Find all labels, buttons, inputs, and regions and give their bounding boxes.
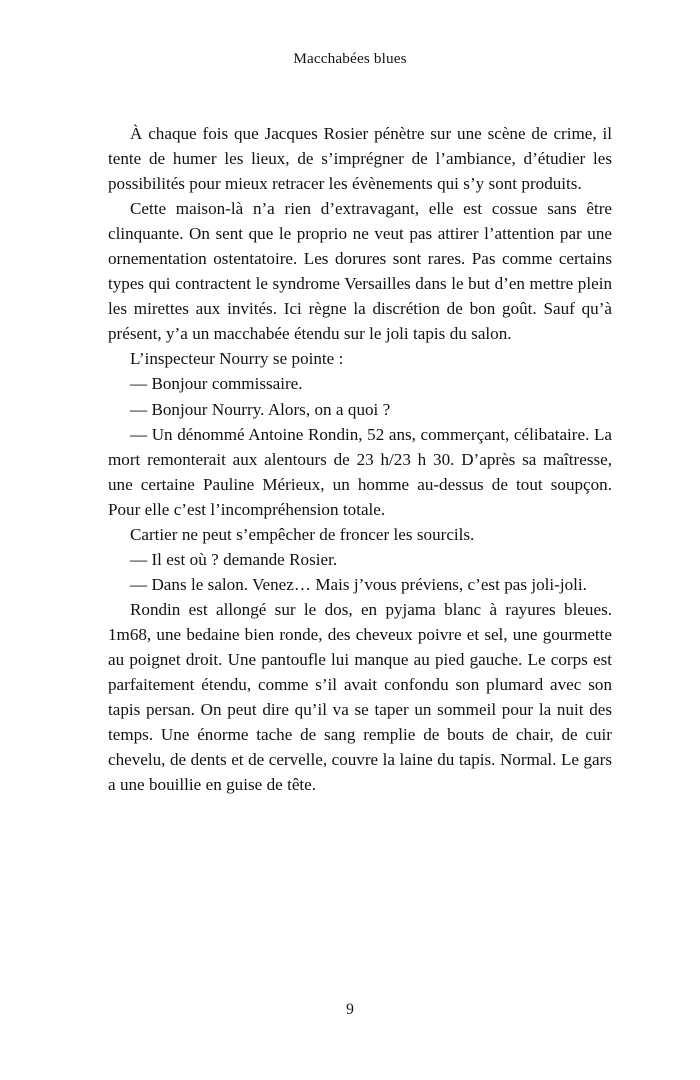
dialogue-line: — Un dénommé Antoine Rondin, 52 ans, commerçant, célibataire. La mort remonterait aux alentours de 23 h/23 h 30. D’après sa maîtresse, une certaine Pauline Mérieux, un homme au-dessus de tout soupçon. Pour elle c’est l’incompréhension totale.: [108, 424, 612, 519]
body-text-block: [108, 121, 612, 797]
paragraph: Rondin est allongé sur le dos, en pyjama blanc à rayures bleues. 1m68, une bedaine bien ronde, des cheveux poivre et sel, une gourmette au poignet droit. Une pantoufle lui manque au pied gauche. Le corps est parfaitement étendu, comme s’il avait confondu son plumard avec son tapis persan. On peut dire qu’il va se taper un sommeil pour la nuit des temps. Une énorme tache de sang remplie de bouts de chair, de cuir chevelu, de dents et de cervelle, couvre la laine du tapis. Normal. Le gars a une bouillie en guise de tête.: [108, 599, 612, 795]
paragraph: Cartier ne peut s’empêcher de froncer les sourcils.: [130, 524, 475, 544]
dialogue-line: — Il est où ? demande Rosier.: [130, 549, 338, 569]
paragraph: L’inspecteur Nourry se pointe :: [130, 349, 344, 369]
page-number: 9: [346, 1001, 354, 1018]
running-header: Macchabées blues: [293, 50, 407, 67]
dialogue-line: — Bonjour Nourry. Alors, on a quoi ?: [130, 399, 391, 419]
paragraph: Cette maison-là n’a rien d’extravagant, elle est cossue sans être clinquante. On sent que le proprio ne veut pas attirer l’attention par une ornementation ostentatoire. Les dorures sont rares. Pas comme certains types qui contractent le syndrome Versailles dans le but d’en mettre plein les mirettes aux invités. Ici règne la discrétion de bon goût. Sauf qu’à présent, y’a un macchabée étendu sur le joli tapis du salon.: [108, 199, 612, 344]
dialogue-line: — Bonjour commissaire.: [130, 374, 303, 394]
paragraph: À chaque fois que Jacques Rosier pénètre sur une scène de crime, il tente de humer les lieux, de s’imprégner de l’ambiance, d’étudier les possibilités pour mieux retracer les évènements qui s’y sont produits.: [108, 124, 612, 194]
dialogue-line: — Dans le salon. Venez… Mais j’vous préviens, c’est pas joli-joli.: [130, 574, 587, 594]
